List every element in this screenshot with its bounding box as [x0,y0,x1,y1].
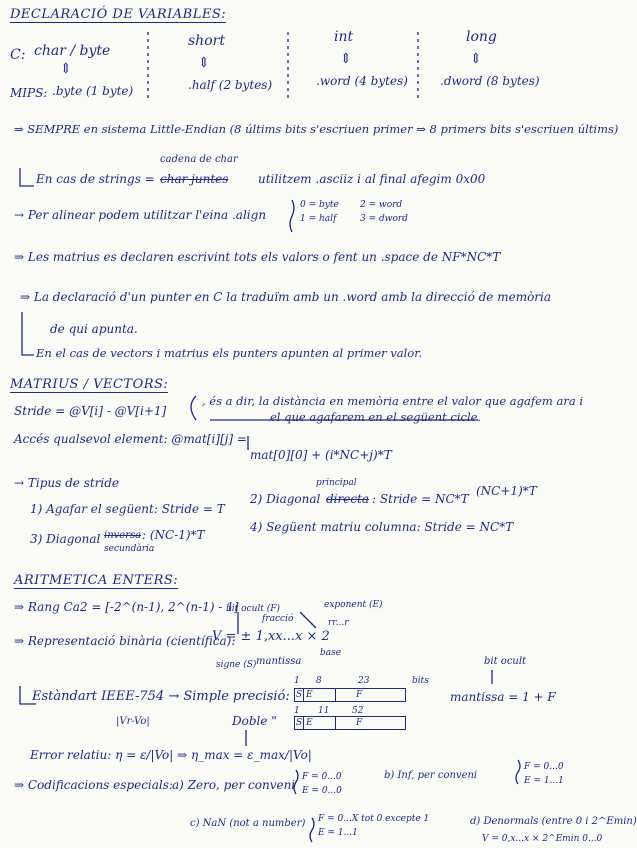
note-pointer-2: de qui apunta. [50,322,138,336]
note-pointer-3: En el cas de vectors i matrius els punters apunten al primer valor. [36,346,423,360]
repr-formula: V = ± 1,xx...x × 2 [212,629,330,644]
stride-note-1: , és a dir, la distància en memòria entre el valor que agafem ara i [202,394,584,408]
special-inf: b) Inf, per conveni [384,770,478,781]
strings-note-start: En cas de strings = [36,172,155,186]
type-mips-1: .half (2 bytes) [188,78,273,92]
exponent-label: exponent (E) [324,600,383,610]
stride-types-title: → Tipus de stride [14,476,120,490]
type-c-0: char / byte [34,43,111,59]
type-c-1: short [188,33,225,49]
arrow-updown-icon: ⇕ [340,51,352,67]
inf-f: F = 0...0 [524,762,564,772]
stride-type-3-strike: inversa [104,530,142,541]
field-e: E [303,717,336,729]
ieee-label: Estàndart IEEE-754 → Simple precisió: [32,689,290,704]
base-label: base [320,648,342,658]
doble-bits-e: 11 [318,706,330,716]
arrow-updown-icon: ⇕ [470,51,482,67]
bits-word: bits [412,676,429,686]
stride-formula: Stride = @V[i] - @V[i+1] [14,404,167,418]
special-zero: a) Zero, per conveni [172,778,296,792]
stride-type-3-end: : (NC-1)*T [142,528,205,542]
align-opt-1: 1 = half [300,214,337,224]
type-c-3: long [466,29,497,45]
nan-f: F = 0...X tot 0 excepte 1 [318,814,430,824]
section-title-matrius: MATRIUS / VECTORS: [10,377,169,392]
mantissa-label: mantissa [256,656,302,667]
strings-note-strike: char juntes [160,172,229,186]
stride-type-2-start: 2) Diagonal [250,492,321,506]
doble-bits-f: 52 [352,706,364,716]
field-e: E [303,689,336,701]
stride-type-3-start: 3) Diagonal [30,532,101,546]
strings-above-note: cadena de char [160,154,238,165]
field-s: S [296,690,303,700]
c-row-label: C: [10,47,26,63]
doble-bits-s: 1 [294,706,300,716]
field-f: F [335,689,416,701]
inf-e: E = 1...1 [524,776,564,786]
mips-row-label: MIPS: [10,86,48,100]
repr-exponent: rr...r [328,618,349,628]
stride-type-2-end: : Stride = NC*T [372,492,469,506]
codificacions-label: ⇒ Codificacions especials: [14,778,173,792]
fraccio-label: fracció [262,614,294,624]
field-f: F [335,717,416,729]
align-opt-3: 3 = dword [360,214,408,224]
mantissa-equation: mantissa = 1 + F [450,690,556,704]
nan-e: E = 1...1 [318,828,358,838]
special-nan: c) NaN (not a number) [190,818,306,829]
simple-bits-f: 23 [358,676,370,686]
double-precision-box [294,716,406,730]
zero-f: F = 0...0 [302,772,342,782]
simple-bits-s: 1 [294,676,300,686]
note-little-endian: ⇒ SEMPRE en sistema Little-Endian (8 últims bits s'escriuen primer ⇒ 8 primers bits s'escriuen últims) [14,122,619,136]
abs-value-label: |Vr-Vo| [116,716,150,727]
simple-precision-box [294,688,406,702]
zero-e: E = 0...0 [302,786,342,796]
stride-type-2-above: principal [316,478,357,488]
stride-type-3-below: secundària [104,544,155,554]
arrow-updown-icon: ⇕ [198,55,210,71]
special-denormals: d) Denormals (entre 0 i 2^Emin) [470,816,637,827]
note-pointer-1: ⇒ La declaració d'un punter en C la traduïm amb un .word amb la direcció de memòria [20,290,552,304]
type-mips-0: .byte (1 byte) [52,84,134,98]
simple-bits-e: 8 [316,676,322,686]
stride-type-1: 1) Agafar el següent: Stride = T [30,502,225,516]
stride-type-2-alt: (NC+1)*T [476,484,537,498]
section-title-aritmetica: ARITMETICA ENTERS: [14,573,179,588]
error-relatiu: Error relatiu: η = ε/|Vo| ⇒ η_max = ε_max/|Vo| [30,748,312,762]
align-opt-2: 2 = word [360,200,403,210]
type-mips-3: .dword (8 bytes) [440,74,540,88]
section-title-declaracio: DECLARACIÓ DE VARIABLES: [10,7,227,22]
stride-type-4: 4) Següent matriu columna: Stride = NC*T [250,520,514,534]
type-c-2: int [334,29,354,45]
align-opt-0: 0 = byte [300,200,339,210]
arrow-updown-icon: ⇕ [60,61,72,77]
repr-label: ⇒ Representació binària (científica): [14,634,236,648]
type-mips-2: .word (4 bytes) [316,74,408,88]
signe-label: signe (S) [216,660,257,670]
access-formula: mat[0][0] + (i*NC+j)*T [250,448,392,462]
note-matrix-decl: ⇒ Les matrius es declaren escrivint tots els valors o fent un .space de NF*NC*T [14,250,501,264]
doble-label: Doble " [232,714,277,728]
bit-ocult-2: bit ocult [484,656,527,667]
field-s: S [296,718,303,728]
denormal-value: V = 0,x...x × 2^Emin 0...0 [482,834,603,844]
strings-note-end: utilitzem .asciiz i al final afegim 0x00 [258,172,486,186]
note-align: → Per alinear podem utilitzar l'eina .align [14,208,267,222]
bit-ocult-label: bit ocult (F) [226,604,280,614]
stride-type-2-strike: directa [326,492,370,506]
access-label: Accés qualsevol element: @mat[i][j] = [14,432,247,446]
stride-note-2: el que agafarem en el següent cicle. [270,410,482,424]
range-formula: ⇒ Rang Ca2 = [-2^(n-1), 2^(n-1) - 1] [14,600,239,614]
